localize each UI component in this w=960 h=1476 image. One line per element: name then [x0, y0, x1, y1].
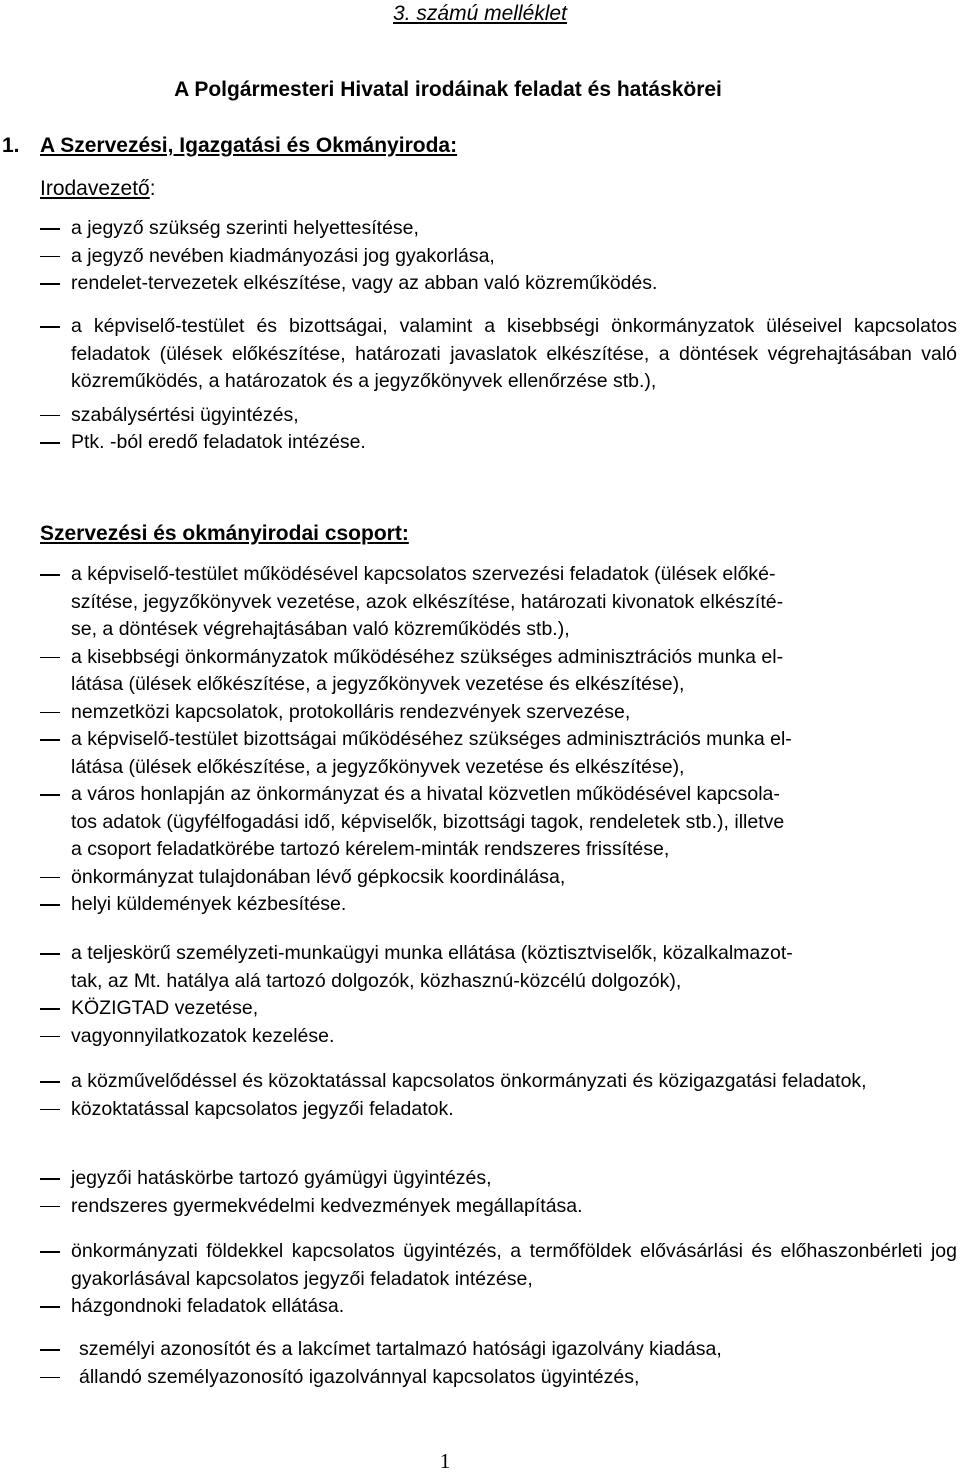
csoport-list-6 [0, 1336, 960, 1391]
dash-bullet [40, 794, 60, 796]
section-title: A Szervezési, Igazgatási és Okmányiroda: [40, 134, 458, 157]
dash-bullet [40, 283, 60, 285]
list-item-text: a képviselő-testület bizottságai működéséhez szükséges adminisztrációs munka el- látása (ülések előkészítése, a jegyzőkönyvek vezetése és elkészítése), [71, 728, 792, 778]
list-item-text: a képviselő-testület és bizottságai, valamint a kisebbségi önkormányzatok üléseivel kapcsolatos feladatok (ülések előkészítése, határozati javaslatok elkészítése, a döntések végrehajtásában való közreműködés, a határozatok és a jegyzőkönyvek ellenőrzése stb.), [71, 315, 957, 392]
list-item-text: jegyzői hatáskörbe tartozó gyámügyi ügyintézés, [71, 1167, 492, 1189]
dash-bullet [40, 1306, 60, 1308]
list-item [0, 1293, 957, 1321]
csoport-list-5 [0, 1238, 960, 1321]
list-item-text: a jegyző nevében kiadmányozási jog gyakorlása, [71, 244, 495, 267]
dash-bullet [40, 256, 60, 258]
list-item-text: rendszeres gyermekvédelmi kedvezmények megállapítása. [71, 1194, 583, 1217]
irodavezeto-colon: : [149, 177, 156, 200]
dash-bullet [40, 657, 60, 659]
list-item-text: a teljeskörű személyzeti-munkaügyi munka ellátása (köztisztviselők, közalkalmazot- tak, az Mt. hatálya alá tartozó dolgozók, közhasznú-közcélú dolgozók), [71, 942, 793, 992]
list-item-text: vagyonnyilatkozatok kezelése. [71, 1024, 335, 1047]
dash-bullet [40, 574, 60, 576]
csoport-list-3 [0, 1068, 960, 1123]
list-item [0, 243, 957, 271]
document-title: A Polgármesteri Hivatal irodáinak feladat és hatáskörei [174, 78, 722, 101]
list-item [0, 313, 957, 396]
list-item-text: rendelet-tervezetek elkészítése, vagy az abban való közreműködés. [71, 272, 658, 294]
list-item [0, 1364, 957, 1392]
list-item [0, 402, 957, 430]
dash-bullet [40, 442, 60, 444]
list-item [0, 1023, 957, 1051]
list-item [0, 995, 957, 1023]
irodavezeto-heading [40, 176, 156, 202]
list-item-text: nemzetközi kapcsolatok, protokolláris rendezvények szervezése, [71, 700, 631, 723]
list-item [0, 215, 957, 243]
list-item [0, 726, 957, 781]
list-item-text: Ptk. -ból eredő feladatok intézése. [71, 431, 366, 453]
dash-bullet [40, 1081, 60, 1083]
dash-bullet [40, 1008, 60, 1010]
list-item [0, 1165, 957, 1193]
list-item-text: személyi azonosítót és a lakcímet tartalmazó hatósági igazolvány kiadása, [79, 1338, 722, 1360]
csoport-list-4 [0, 1165, 960, 1220]
list-item [0, 644, 957, 699]
dash-bullet [40, 1206, 60, 1208]
list-item-text: szabálysértési ügyintézés, [71, 403, 299, 426]
list-item [0, 561, 957, 644]
list-item [0, 1336, 957, 1364]
section-number: 1. [2, 134, 20, 157]
list-item-text: állandó személyazonosító igazolvánnyal kapcsolatos ügyintézés, [79, 1365, 640, 1388]
dash-bullet [40, 326, 60, 328]
list-item-text: KÖZIGTAD vezetése, [71, 997, 259, 1019]
list-item-text: önkormányzat tulajdonában lévő gépkocsik koordinálása, [71, 865, 566, 888]
dash-bullet [40, 1251, 60, 1253]
list-item-text: a jegyző szükség szerinti helyettesítése, [71, 217, 419, 239]
dash-bullet [40, 712, 60, 714]
csoport-list-2 [0, 940, 960, 1050]
list-item [0, 699, 957, 727]
list-item-text: a város honlapján az önkormányzat és a hivatal közvetlen működésével kapcsola- tos adatok (ügyfélfogadási idő, képviselők, bizottsági tagok, rendeletek stb.), illetve a csoport feladatkörébe tartozó kérelem-minták rendszeres frissítése, [71, 783, 785, 860]
list-item-text: a kisebbségi önkormányzatok működéséhez szükséges adminisztrációs munka el- látása (ülések előkészítése, a jegyzőkönyvek vezetése és elkészítése), [71, 645, 784, 695]
list-item [0, 1193, 957, 1221]
dash-bullet [40, 1109, 60, 1111]
dash-bullet [40, 904, 60, 906]
page-number: 1 [439, 1449, 451, 1473]
dash-bullet [40, 1377, 60, 1379]
list-item-text: házgondnoki feladatok ellátása. [71, 1295, 345, 1317]
list-item [0, 891, 957, 919]
dash-bullet [40, 739, 60, 741]
dash-bullet [40, 1178, 60, 1180]
list-item [0, 429, 957, 457]
list-item-text: a képviselő-testület működésével kapcsolatos szervezési feladatok (ülések előké- szítése, jegyzőkönyvek vezetése, azok elkészítése, határozati kivonatok elkészíté- se, a döntések végrehajtásában való közreműködés stb.), [71, 563, 784, 640]
list-item [0, 270, 957, 298]
list-item [0, 781, 957, 864]
dash-bullet [40, 1349, 60, 1351]
list-item-text: helyi küldemények kézbesítése. [71, 893, 347, 915]
csoport-list-1 [0, 561, 960, 919]
csoport-heading: Szervezési és okmányirodai csoport: [40, 522, 409, 545]
list-item-text: önkormányzati földekkel kapcsolatos ügyintézés, a termőföldek elővásárlási és előhaszonbérleti jog gyakorlásával kapcsolatos jegyzői feladatok intézése, [71, 1240, 957, 1290]
list-item-text: közoktatással kapcsolatos jegyzői feladatok. [71, 1097, 454, 1120]
list-item [0, 864, 957, 892]
dash-bullet [40, 415, 60, 417]
list-item [0, 1068, 957, 1096]
irodavezeto-label: Irodavezető [40, 177, 150, 200]
dash-bullet [40, 953, 60, 955]
list-item-text: a közművelődéssel és közoktatással kapcsolatos önkormányzati és közigazgatási feladatok, [71, 1070, 867, 1092]
irodavezeto-list [0, 215, 960, 298]
dash-bullet [40, 877, 60, 879]
annex-label: 3. számú melléklet [393, 2, 567, 25]
list-item [0, 940, 957, 995]
list-item [0, 1096, 957, 1124]
irodavezeto-list-2 [0, 313, 960, 457]
dash-bullet [40, 228, 60, 230]
list-item [0, 1238, 957, 1293]
dash-bullet [40, 1036, 60, 1038]
